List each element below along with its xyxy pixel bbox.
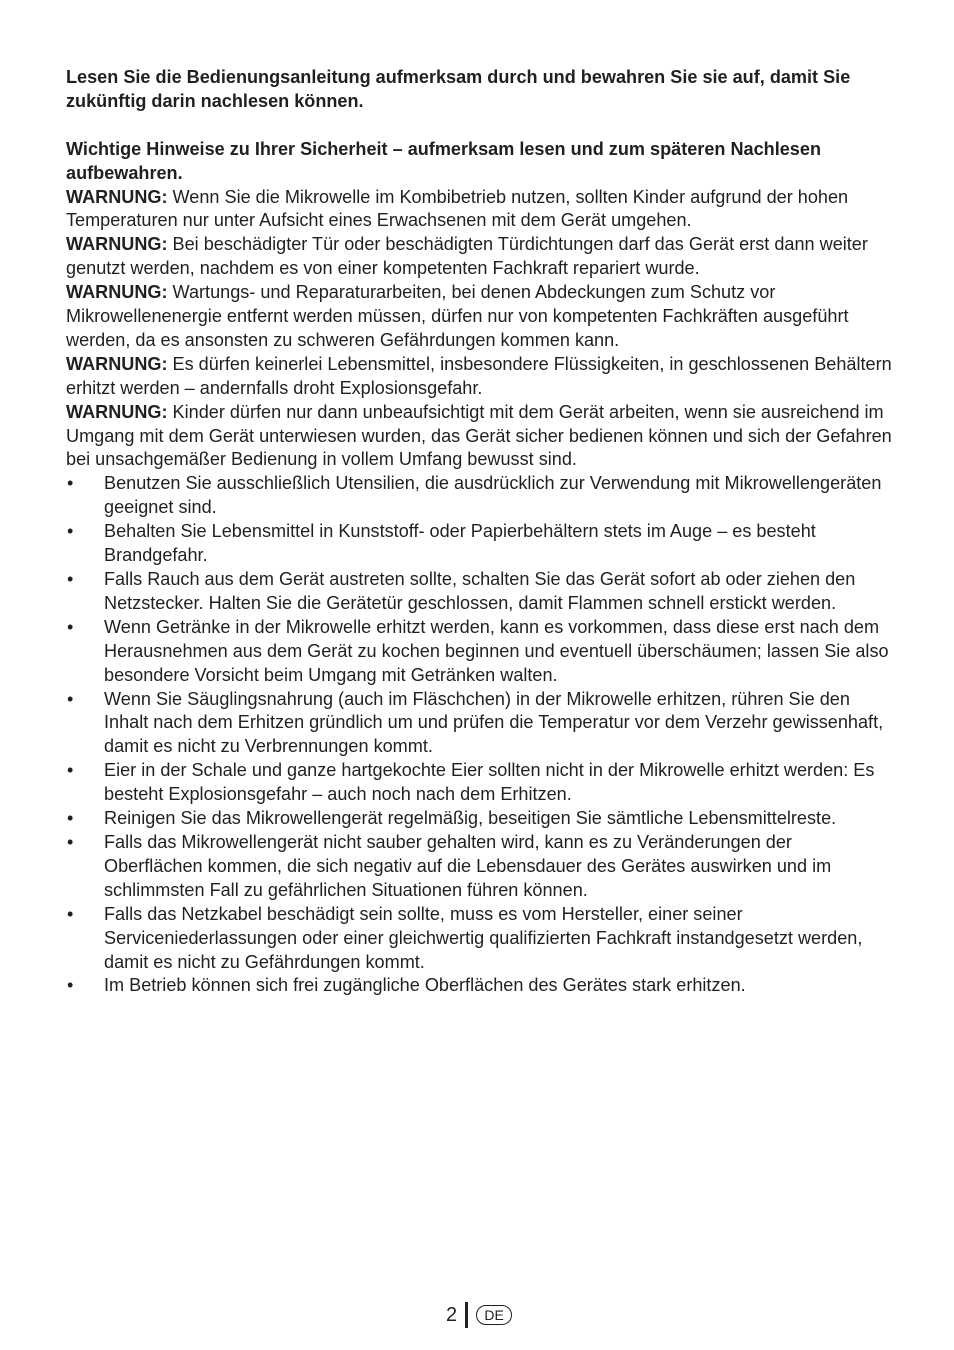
warning-label: WARNUNG: <box>66 282 168 303</box>
warning-label: WARNUNG: <box>66 401 168 422</box>
warning-paragraph <box>66 281 892 353</box>
warning-paragraph <box>66 401 892 473</box>
bullet-icon: • <box>67 473 74 494</box>
bullet-icon: • <box>67 688 74 709</box>
list-item <box>66 568 892 616</box>
warning-text: Es dürfen keinerlei Lebensmittel, insbesondere Flüssigkeiten, in geschlossenen Behältern erhitzt werden – andernfalls droht Explosionsgefahr. <box>66 353 892 398</box>
page-number: 2 <box>446 1304 458 1326</box>
list-item <box>66 759 892 807</box>
list-item-text: Falls das Mikrowellengerät nicht sauber gehalten wird, kann es zu Veränderungen der Oberflächen kommen, die sich negativ auf die Lebensdauer des Gerätes auswirken und im schlimmsten Fall zu gefährlichen Situationen führen können. <box>104 831 832 900</box>
list-item-text: Reinigen Sie das Mikrowellengerät regelmäßig, beseitigen Sie sämtliche Lebensmittelreste. <box>104 808 837 829</box>
list-item-text: Im Betrieb können sich frei zugängliche Oberflächen des Gerätes stark erhitzen. <box>104 975 746 996</box>
safety-heading: Wichtige Hinweise zu Ihrer Sicherheit – aufmerksam lesen und zum späteren Nachlesen aufbewahren. <box>66 138 821 183</box>
list-item-text: Behalten Sie Lebensmittel in Kunststoff- oder Papierbehältern stets im Auge – es besteht Brandgefahr. <box>104 521 816 566</box>
list-item-text: Falls Rauch aus dem Gerät austreten sollte, schalten Sie das Gerät sofort ab oder ziehen den Netzstecker. Halten Sie die Gerätetür geschlossen, damit Flammen schnell erstickt werden. <box>104 569 856 613</box>
bullet-icon: • <box>67 521 74 542</box>
list-item-text: Falls das Netzkabel beschädigt sein sollte, muss es vom Hersteller, einer seiner Serviceniederlassungen oder einer gleichwertig qualifizierten Fachkraft instandgesetzt werden, damit es nicht zu Gefährdungen kommt. <box>104 903 863 972</box>
bullet-icon: • <box>67 975 74 996</box>
language-badge: DE <box>476 1305 512 1325</box>
warning-text: Kinder dürfen nur dann unbeaufsichtigt mit dem Gerät arbeiten, wenn sie ausreichend im Umgang mit dem Gerät unterwiesen wurden, das Gerät sicher bedienen können und sich der Gefahren bei unsachgemäßer Bedienung in vollem Umfang bewusst sind. <box>66 401 892 470</box>
list-item <box>66 616 892 688</box>
bullet-icon: • <box>67 616 74 637</box>
list-item-text: Wenn Sie Säuglingsnahrung (auch im Fläschchen) in der Mikrowelle erhitzen, rühren Sie den Inhalt nach dem Erhitzen gründlich um und prüfen die Temperatur vor dem Verzehr gewissenhaft, damit es nicht zu Verbrennungen kommt. <box>104 688 884 757</box>
warning-paragraph <box>66 353 892 401</box>
page-footer <box>446 1302 512 1328</box>
warning-label: WARNUNG: <box>66 186 168 207</box>
list-item <box>66 472 892 520</box>
bullet-icon: • <box>67 808 74 829</box>
list-item <box>66 831 892 903</box>
list-item <box>66 520 892 568</box>
list-item-text: Benutzen Sie ausschließlich Utensilien, die ausdrücklich zur Verwendung mit Mikrowellengeräten geeignet sind. <box>104 473 882 518</box>
list-item <box>66 688 892 760</box>
warning-label: WARNUNG: <box>66 353 168 374</box>
document-body <box>66 66 892 998</box>
list-item-text: Wenn Getränke in der Mikrowelle erhitzt werden, kann es vorkommen, dass diese erst nach dem Herausnehmen aus dem Gerät zu kochen beginnen und eventuell überschäumen; lassen Sie also besondere Vorsicht beim Umgang mit Getränken walten. <box>104 616 889 685</box>
warning-label: WARNUNG: <box>66 234 168 255</box>
warning-text: Wenn Sie die Mikrowelle im Kombibetrieb nutzen, sollten Kinder aufgrund der hohen Temperaturen nur unter Aufsicht eines Erwachsenen mit dem Gerät umgehen. <box>66 186 849 231</box>
intro-paragraph: Lesen Sie die Bedienungsanleitung aufmerksam durch und bewahren Sie sie auf, damit Sie zukünftig darin nachlesen können. <box>66 67 851 111</box>
footer-divider <box>465 1302 468 1328</box>
safety-bullet-list <box>66 472 892 998</box>
list-item <box>66 807 892 831</box>
bullet-icon: • <box>67 903 74 924</box>
warning-text: Wartungs- und Reparaturarbeiten, bei denen Abdeckungen zum Schutz vor Mikrowellenenergie entfernt werden müssen, dürfen nur von kompetenten Fachkräften ausgeführt werden, da es ansonsten zu schweren Gefährdungen kommen kann. <box>66 282 849 350</box>
bullet-icon: • <box>67 569 74 590</box>
warning-paragraph <box>66 233 892 281</box>
bullet-icon: • <box>67 831 74 852</box>
list-item-text: Eier in der Schale und ganze hartgekochte Eier sollten nicht in der Mikrowelle erhitzt werden: Es besteht Explosionsgefahr – auch noch nach dem Erhitzen. <box>104 760 875 805</box>
list-item <box>66 974 892 998</box>
warning-paragraph <box>66 186 892 234</box>
list-item <box>66 903 892 975</box>
bullet-icon: • <box>67 760 74 781</box>
warning-text: Bei beschädigter Tür oder beschädigten Türdichtungen darf das Gerät erst dann weiter genutzt werden, nachdem es von einer kompetenten Fachkraft repariert wurde. <box>66 234 868 279</box>
